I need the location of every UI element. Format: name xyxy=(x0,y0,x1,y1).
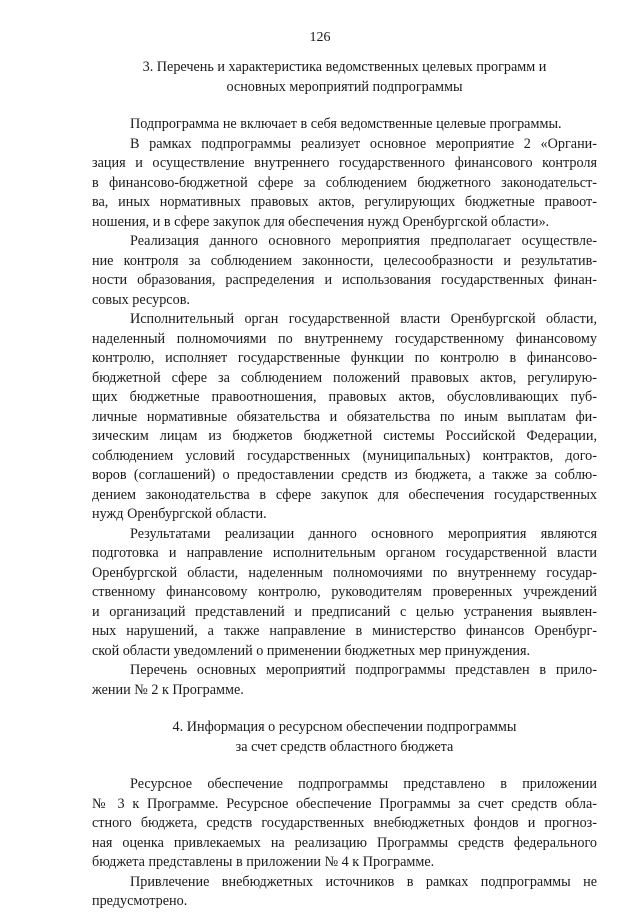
paragraph-line: ственному финансовому контролю, руководителям проверенных учреждений xyxy=(92,584,597,600)
section-3-heading-line-1: 3. Перечень и характеристика ведомственных целевых программ и xyxy=(142,59,547,75)
paragraph-line: ных нарушений, а также направление в министерство финансов Оренбург- xyxy=(92,623,597,639)
paragraph-line: ние контроля за соблюдением законности, целесообразности и результатив- xyxy=(92,252,597,269)
paragraph-line: Результатами реализации данного основного мероприятия являются xyxy=(130,525,597,542)
paragraph-line: в финансово-бюджетной сфере за соблюдением бюджетного законодательст- xyxy=(92,174,597,191)
paragraph-line: бюджета представлены в приложении № 4 к Программе. xyxy=(92,854,435,870)
paragraph-line: ности образования, распределения и использования государственных финан- xyxy=(92,272,597,288)
paragraph-line: щих бюджетные правоотношения, правовых актов, обусловливающих пуб- xyxy=(92,389,597,405)
paragraph-line: ва, иных нормативных правовых актов, регулирующих бюджетные правоот- xyxy=(92,194,597,210)
paragraph-line: воров (соглашений) о предоставлении средств из бюджета, а также за соблю- xyxy=(92,467,597,483)
paragraph-line: ная оценка привлекаемых на реализацию Программы средств федерального xyxy=(92,834,597,851)
section-4-heading-line-2: за счет средств областного бюджета xyxy=(235,738,454,755)
paragraph-line: наделенный полномочиями по внутреннему государственному финансовому xyxy=(92,330,597,347)
paragraph-line: Перечень основных мероприятий подпрограммы представлен в прило- xyxy=(130,662,597,678)
paragraph-line: ской области уведомлений о применении бюджетных мер принуждения. xyxy=(92,642,531,659)
paragraph-line: и организаций представлений и предписаний с целью устранения выявлен- xyxy=(92,603,597,620)
section-3-heading xyxy=(92,58,597,97)
paragraph-line: дением законодательства в сфере закупок для обеспечения государственных xyxy=(92,486,597,503)
section-3-paragraph xyxy=(92,135,597,233)
paragraph-line: ношения, и в сфере закупок для обеспечения нужд Оренбургской области». xyxy=(92,213,550,230)
paragraph-line: Ресурсное обеспечение подпрограммы представлено в приложении xyxy=(130,776,597,792)
paragraph-line: Исполнительный орган государственной власти Оренбургской области, xyxy=(130,311,597,327)
paragraph-line: личные нормативные обязательства и обязательства по иным выплатам фи- xyxy=(92,408,597,425)
paragraph-line: совых ресурсов. xyxy=(92,291,190,308)
page-number: 126 xyxy=(309,30,331,45)
paragraph-line: Оренбургской области, наделенным полномочиями по внутреннему государ- xyxy=(92,564,597,581)
paragraph-line: соблюдением условий государственных (муниципальных) контрактов, дого- xyxy=(92,447,597,464)
paragraph-line: Привлечение внебюджетных источников в рамках подпрограммы не xyxy=(130,873,597,890)
section-3-paragraph xyxy=(92,115,597,135)
section-3-paragraph xyxy=(92,310,597,525)
section-3-paragraph xyxy=(92,232,597,310)
section-4-heading-line-1: 4. Информация о ресурсном обеспечении подпрограммы xyxy=(172,719,517,735)
section-4 xyxy=(92,718,597,912)
paragraph-line: зическим лицам из бюджетов бюджетной системы Российской Федерации, xyxy=(92,428,597,444)
paragraph-line: Реализация данного основного мероприятия предполагает осуществле- xyxy=(130,233,597,249)
section-3-paragraph xyxy=(92,661,597,700)
paragraph-line: № 3 к Программе. Ресурсное обеспечение Программы за счет средств обла- xyxy=(92,795,597,812)
section-3 xyxy=(92,58,597,700)
paragraph-line: предусмотрено. xyxy=(92,893,188,909)
paragraph-line: В рамках подпрограммы реализует основное мероприятие 2 «Органи- xyxy=(130,135,597,152)
paragraph-line: Подпрограмма не включает в себя ведомственные целевые программы. xyxy=(130,116,562,132)
section-4-paragraph xyxy=(92,873,597,912)
paragraph-line: жении № 2 к Программе. xyxy=(92,681,244,698)
section-4-paragraph xyxy=(92,775,597,873)
paragraph-line: стного бюджета, средств государственных внебюджетных фондов и прогноз- xyxy=(92,815,597,831)
paragraph-line: бюджетной сфере за соблюдением положений правовых актов, регулирую- xyxy=(92,369,597,386)
section-4-heading xyxy=(92,718,597,757)
paragraph-line: подготовка и направление исполнительным органом государственной власти xyxy=(92,545,597,561)
page-content xyxy=(92,58,597,912)
paragraph-line: нужд Оренбургской области. xyxy=(92,506,267,522)
paragraph-line: контролю, исполняет государственные функции по контролю в финансово- xyxy=(92,350,597,366)
paragraph-line: зация и осуществление внутреннего государственного финансового контроля xyxy=(92,155,597,171)
section-3-heading-line-2: основных мероприятий подпрограммы xyxy=(226,78,463,95)
section-3-paragraph xyxy=(92,525,597,662)
